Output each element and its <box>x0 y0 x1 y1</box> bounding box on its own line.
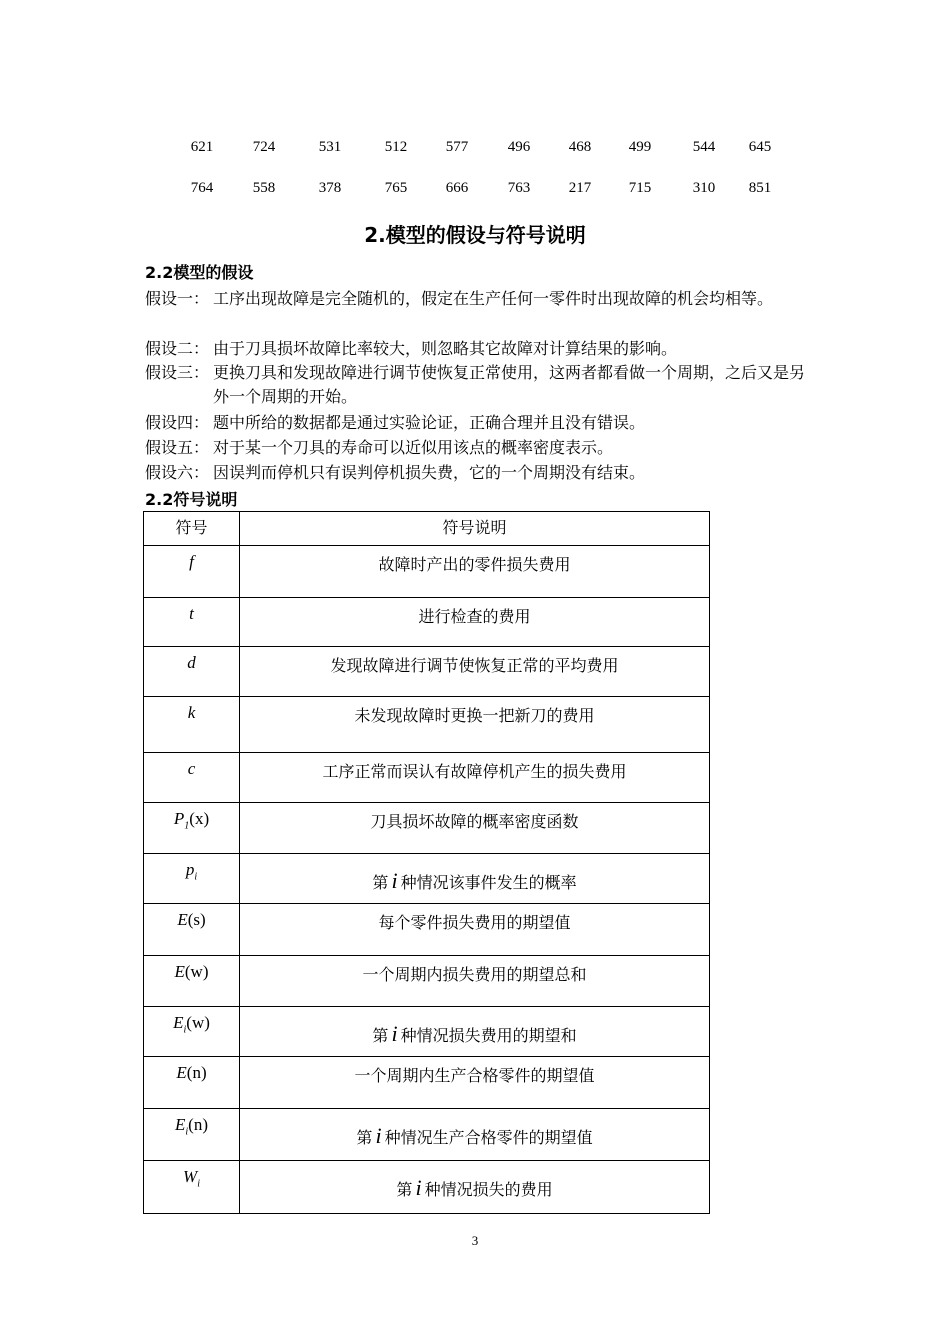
table-row <box>144 854 710 904</box>
data-value: 558 <box>252 180 276 196</box>
table-row <box>144 753 710 803</box>
assumption-4 <box>145 411 805 435</box>
description-cell <box>240 1007 710 1057</box>
table-row <box>144 1161 710 1214</box>
assumption-label: 假设三： <box>145 363 210 382</box>
assumption-text: 工序出现故障是完全随机的，假定在生产任何一零件时出现故障的机会均相等。 <box>213 289 774 308</box>
symbol-expression: E(w) <box>174 962 209 981</box>
symbol-cell <box>144 854 240 904</box>
symbol-description: 发现故障进行调节使恢复正常的平均费用 <box>330 656 619 675</box>
assumption-text: 更换刀具和发现故障进行调节使恢复正常使用，这两者都看做一个周期，之后又是另外一个周期的开始。 <box>213 363 806 406</box>
assumption-label: 假设五： <box>145 438 210 457</box>
symbol-expression: f <box>189 552 194 571</box>
data-value: 217 <box>568 180 592 196</box>
page-number: 3 <box>471 1233 479 1248</box>
assumption-1 <box>145 287 805 311</box>
assumption-3 <box>145 361 805 409</box>
table-row <box>144 1057 710 1109</box>
symbol-cell <box>144 1161 240 1214</box>
assumption-label: 假设四： <box>145 413 210 432</box>
table-row <box>144 546 710 598</box>
data-value: 499 <box>628 139 652 155</box>
assumption-text: 题中所给的数据都是通过实验论证，正确合理并且没有错误。 <box>213 413 646 432</box>
data-value: 512 <box>384 139 408 155</box>
symbol-cell <box>144 598 240 647</box>
data-value: 851 <box>748 180 772 196</box>
description-cell <box>240 854 710 904</box>
data-row-2 <box>0 178 950 198</box>
description-cell <box>240 647 710 697</box>
symbol-description: 第 i 种情况该事件发生的概率 <box>372 868 577 893</box>
symbol-description: 故障时产出的零件损失费用 <box>378 555 571 574</box>
data-value: 645 <box>748 139 772 155</box>
symbol-expression: E(n) <box>176 1063 207 1082</box>
assumption-label: 假设一： <box>145 289 210 308</box>
symbol-expression: $P_1(x)$ <box>173 809 210 832</box>
assumption-text: 因误判而停机只有误判停机损失费，它的一个周期没有结束。 <box>213 463 646 482</box>
data-value: 763 <box>507 180 531 196</box>
table-row <box>144 803 710 854</box>
description-cell <box>240 546 710 598</box>
table-row <box>144 598 710 647</box>
description-cell <box>240 1057 710 1109</box>
data-value: 544 <box>692 139 716 155</box>
data-value: 765 <box>384 180 408 196</box>
table-row <box>144 1007 710 1057</box>
description-cell <box>240 1161 710 1214</box>
symbol-expression: $E_i(w)$ <box>173 1013 210 1036</box>
symbol-expression: k <box>187 703 196 722</box>
symbol-description: 第 i 种情况生产合格零件的期望值 <box>356 1123 593 1148</box>
symbol-cell <box>144 753 240 803</box>
assumptions-heading: 2.2模型的假设 <box>145 263 254 282</box>
table-row <box>144 697 710 753</box>
symbols-heading: 2.2符号说明 <box>145 490 238 509</box>
assumption-label: 假设六： <box>145 463 210 482</box>
symbol-cell <box>144 697 240 753</box>
section-title: 2.模型的假设与符号说明 <box>364 223 586 247</box>
assumption-2 <box>145 337 805 361</box>
symbol-cell <box>144 1109 240 1161</box>
symbol-expression: $E_i(n)$ <box>175 1115 208 1138</box>
symbol-description: 刀具损坏故障的概率密度函数 <box>370 812 579 831</box>
description-cell <box>240 697 710 753</box>
description-cell <box>240 598 710 647</box>
description-cell <box>240 803 710 854</box>
table-row <box>144 647 710 697</box>
symbol-cell <box>144 904 240 956</box>
data-value: 378 <box>318 180 342 196</box>
symbol-expression: d <box>187 653 196 672</box>
table-row <box>144 956 710 1007</box>
table-header-row <box>144 512 710 546</box>
data-row-1 <box>0 137 950 157</box>
data-value: 531 <box>318 139 342 155</box>
symbol-description: 第 i 种情况损失费用的期望和 <box>372 1021 577 1046</box>
symbol-expression: c <box>187 759 196 778</box>
assumption-text: 由于刀具损坏故障比率较大，则忽略其它故障对计算结果的影响。 <box>213 339 678 358</box>
header-cell-symbol: 符号 <box>144 512 240 546</box>
symbol-description: 工序正常而误认有故障停机产生的损失费用 <box>322 762 627 781</box>
symbol-description: 未发现故障时更换一把新刀的费用 <box>354 706 595 725</box>
assumption-label: 假设二： <box>145 339 210 358</box>
description-cell <box>240 753 710 803</box>
data-value: 468 <box>568 139 592 155</box>
symbol-cell <box>144 647 240 697</box>
symbol-cell <box>144 803 240 854</box>
assumption-5 <box>145 436 805 460</box>
assumption-6 <box>145 461 805 485</box>
description-cell <box>240 1109 710 1161</box>
data-value: 310 <box>692 180 716 196</box>
data-value: 715 <box>628 180 652 196</box>
header-cell-description: 符号说明 <box>240 512 710 546</box>
symbol-cell <box>144 1007 240 1057</box>
data-value: 724 <box>252 139 276 155</box>
symbol-cell <box>144 1057 240 1109</box>
table-row <box>144 1109 710 1161</box>
description-cell <box>240 904 710 956</box>
table-row <box>144 904 710 956</box>
assumption-text: 对于某一个刀具的寿命可以近似用该点的概率密度表示。 <box>213 438 614 457</box>
symbol-description: 一个周期内生产合格零件的期望值 <box>354 1066 595 1085</box>
symbol-description: 一个周期内损失费用的期望总和 <box>362 965 587 984</box>
symbol-description: 第 i 种情况损失的费用 <box>396 1175 553 1200</box>
data-value: 577 <box>445 139 469 155</box>
symbol-expression: $p_i$ <box>185 860 198 883</box>
symbol-expression: E(s) <box>177 910 206 929</box>
data-value: 621 <box>190 139 214 155</box>
symbol-table <box>143 511 710 1214</box>
symbol-description: 每个零件损失费用的期望值 <box>378 913 571 932</box>
symbol-expression: t <box>189 604 194 623</box>
symbol-cell <box>144 956 240 1007</box>
symbol-cell <box>144 546 240 598</box>
data-value: 496 <box>507 139 531 155</box>
symbol-expression: $W_i$ <box>183 1167 200 1190</box>
symbol-description: 进行检查的费用 <box>418 607 531 626</box>
data-value: 764 <box>190 180 214 196</box>
description-cell <box>240 956 710 1007</box>
data-value: 666 <box>445 180 469 196</box>
